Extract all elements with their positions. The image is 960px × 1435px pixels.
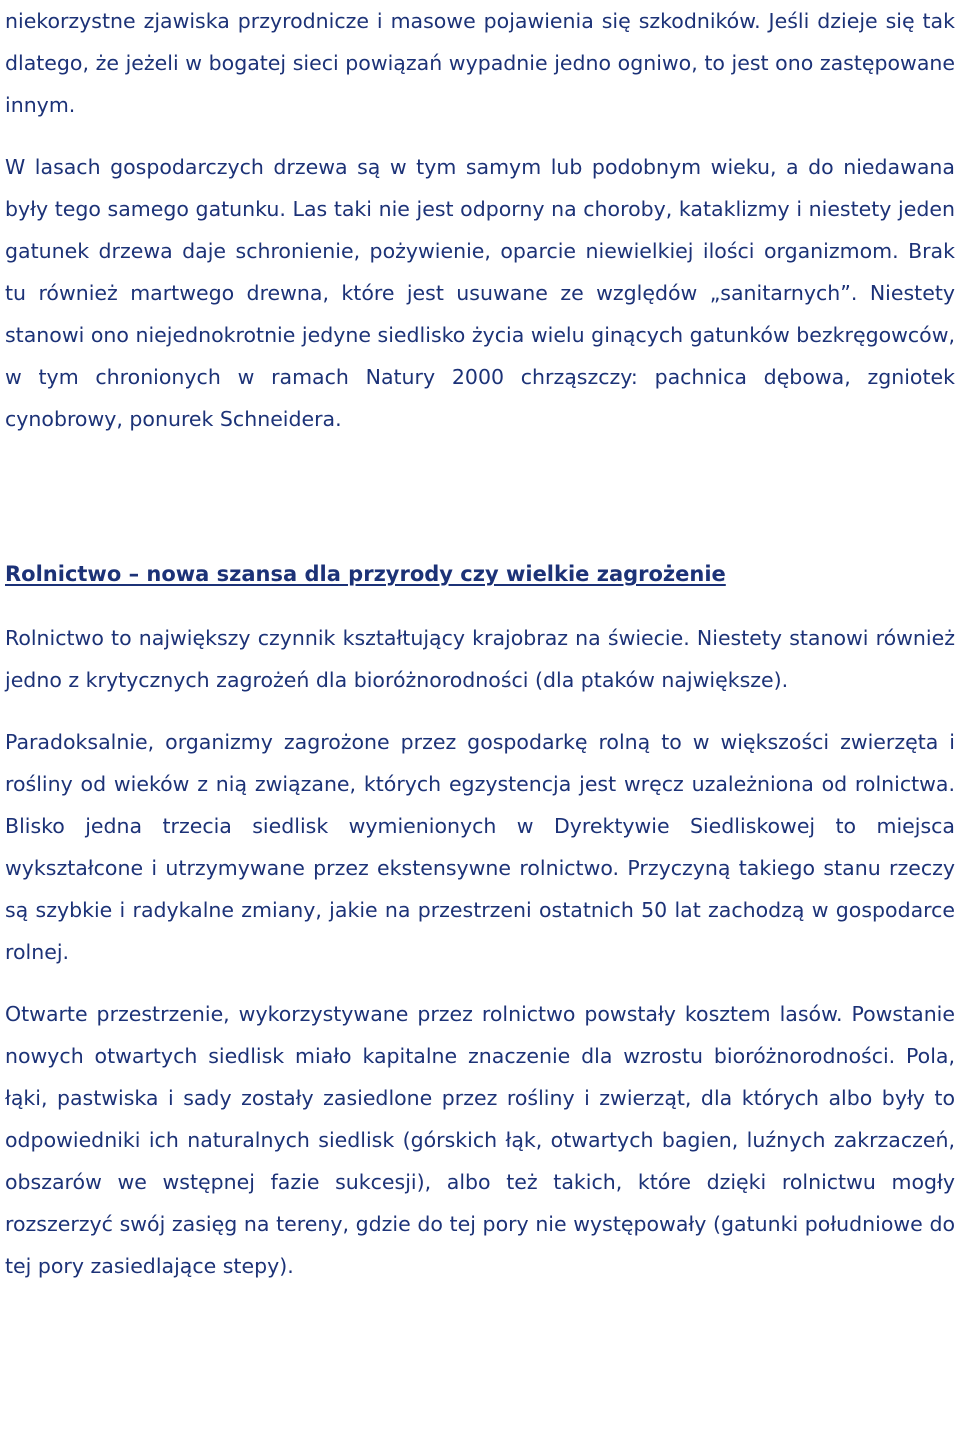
- paragraph-4: Paradoksalnie, organizmy zagrożone przez gospodarkę rolną to w większości zwierzęta i rośliny od wieków z nią związane, których egzystencja jest wręcz uzależniona od rolnictwa. Blisko jedna trzecia siedlisk wymienionych w Dyrektywie Siedliskowej to miejsca wykształcone i utrzymywane przez ekstensywne rolnictwo. Przyczyną takiego stanu rzeczy są szybkie i radykalne zmiany, jakie na przestrzeni ostatnich 50 lat zachodzą w gospodarce rolnej.: [5, 730, 955, 964]
- section-heading: Rolnictwo – nowa szansa dla przyrody czy wielkie zagrożenie: [5, 562, 726, 586]
- paragraph-2: W lasach gospodarczych drzewa są w tym samym lub podobnym wieku, a do niedawana były tego samego gatunku. Las taki nie jest odporny na choroby, kataklizmy i niestety jeden gatunek drzewa daje schronienie, pożywienie, oparcie niewielkiej ilości organizmom. Brak tu również martwego drewna, które jest usuwane ze względów „sanitarnych”. Niestety stanowi ono niejednokrotnie jedyne siedlisko życia wielu ginących gatunków bezkręgowców, w tym chronionych w ramach Natury 2000 chrząszczy: pachnica dębowa, zgniotek cynobrowy, ponurek Schneidera.: [5, 155, 955, 431]
- section-spacer: [5, 440, 955, 553]
- document-page: [5, 0, 955, 1287]
- paragraph-spacer: [5, 973, 955, 993]
- heading-spacer: [5, 595, 955, 617]
- paragraph-1: niekorzystne zjawiska przyrodnicze i masowe pojawienia się szkodników. Jeśli dzieje się tak dlatego, że jeżeli w bogatej sieci powiązań wypadnie jedno ogniwo, to jest ono zastępowane innym.: [5, 9, 955, 117]
- paragraph-spacer: [5, 701, 955, 721]
- paragraph-3: Rolnictwo to największy czynnik kształtujący krajobraz na świecie. Niestety stanowi również jedno z krytycznych zagrożeń dla bioróżnorodności (dla ptaków największe).: [5, 626, 955, 692]
- paragraph-spacer: [5, 126, 955, 146]
- paragraph-5: Otwarte przestrzenie, wykorzystywane przez rolnictwo powstały kosztem lasów. Powstanie nowych otwartych siedlisk miało kapitalne znaczenie dla wzrostu bioróżnorodności. Pola, łąki, pastwiska i sady zostały zasiedlone przez rośliny i zwierząt, dla których albo były to odpowiedniki ich naturalnych siedlisk (górskich łąk, otwartych bagien, luźnych zakrzaczeń, obszarów we wstępnej fazie sukcesji), albo też takich, które dzięki rolnictwu mogły rozszerzyć swój zasięg na tereny, gdzie do tej pory nie występowały (gatunki południowe do tej pory zasiedlające stepy).: [5, 1002, 955, 1278]
